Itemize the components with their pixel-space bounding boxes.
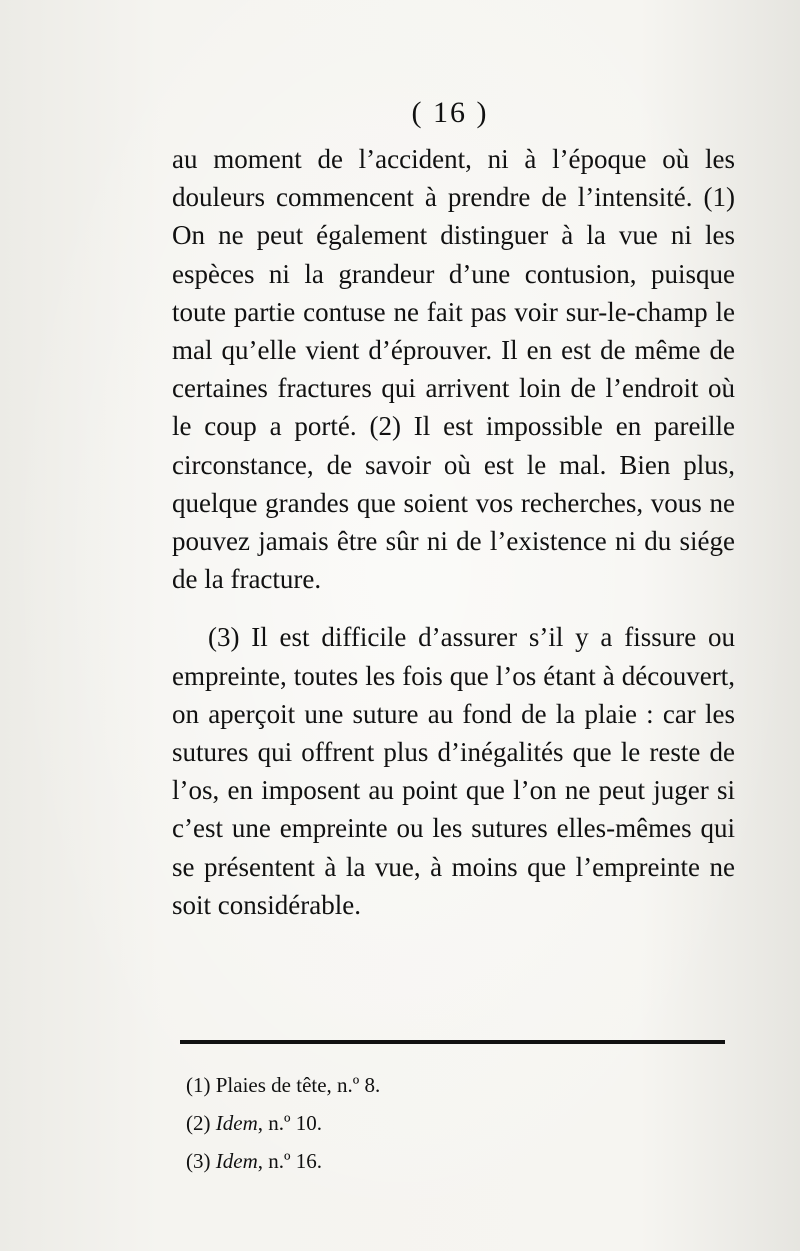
footnote-num: , n.º 10. (257, 1111, 322, 1135)
footnote-num: , n.º 16. (257, 1149, 322, 1173)
body-text (172, 140, 735, 924)
page-number: ( 16 ) (411, 96, 489, 129)
footnote-mark: (3) (186, 1149, 211, 1173)
footnote-mark: (2) (186, 1111, 211, 1135)
paragraph-1: au moment de l’accident, ni à l’époque où les douleurs commencent à prendre de l’intensité. (1) On ne peut également distinguer à la vue ni les espèces ni la grandeur d’une contusion, puisque toute partie contuse ne fait pas voir sur-le-champ le mal qu’elle vient d’éprouver. Il en est de même de certaines fractures qui arrivent loin de l’endroit où le coup a porté. (2) Il est impossible en pareille circonstance, de savoir où est le mal. Bien plus, quelque grandes que soient vos recherches, vous ne pouvez jamais être sûr ni de l’existence ni du siége de la fracture. (172, 144, 735, 595)
footnotes (186, 1066, 686, 1180)
paragraph-2: (3) Il est difficile d’assurer s’il y a fissure ou empreinte, toutes les fois que l’os étant à découvert, on aperçoit une suture au fond de la plaie : car les sutures qui offrent plus d’inégalités que le reste de l’os, en imposent au point que l’on ne peut juger si c’est une empreinte ou les sutures elles-mêmes qui se présentent à la vue, à moins que l’empreinte ne soit considérable. (172, 622, 735, 920)
footnote-1 (186, 1066, 686, 1104)
footnote-ref: Plaies de tête, (215, 1073, 332, 1097)
footnote-ref: Idem (215, 1149, 258, 1173)
footnote-3 (186, 1142, 686, 1180)
footnote-rule (180, 1040, 725, 1044)
footnote-ref: Idem (215, 1111, 258, 1135)
footnote-mark: (1) (186, 1073, 211, 1097)
footnote-num: n.º 8. (337, 1073, 381, 1097)
footnote-2 (186, 1104, 686, 1142)
